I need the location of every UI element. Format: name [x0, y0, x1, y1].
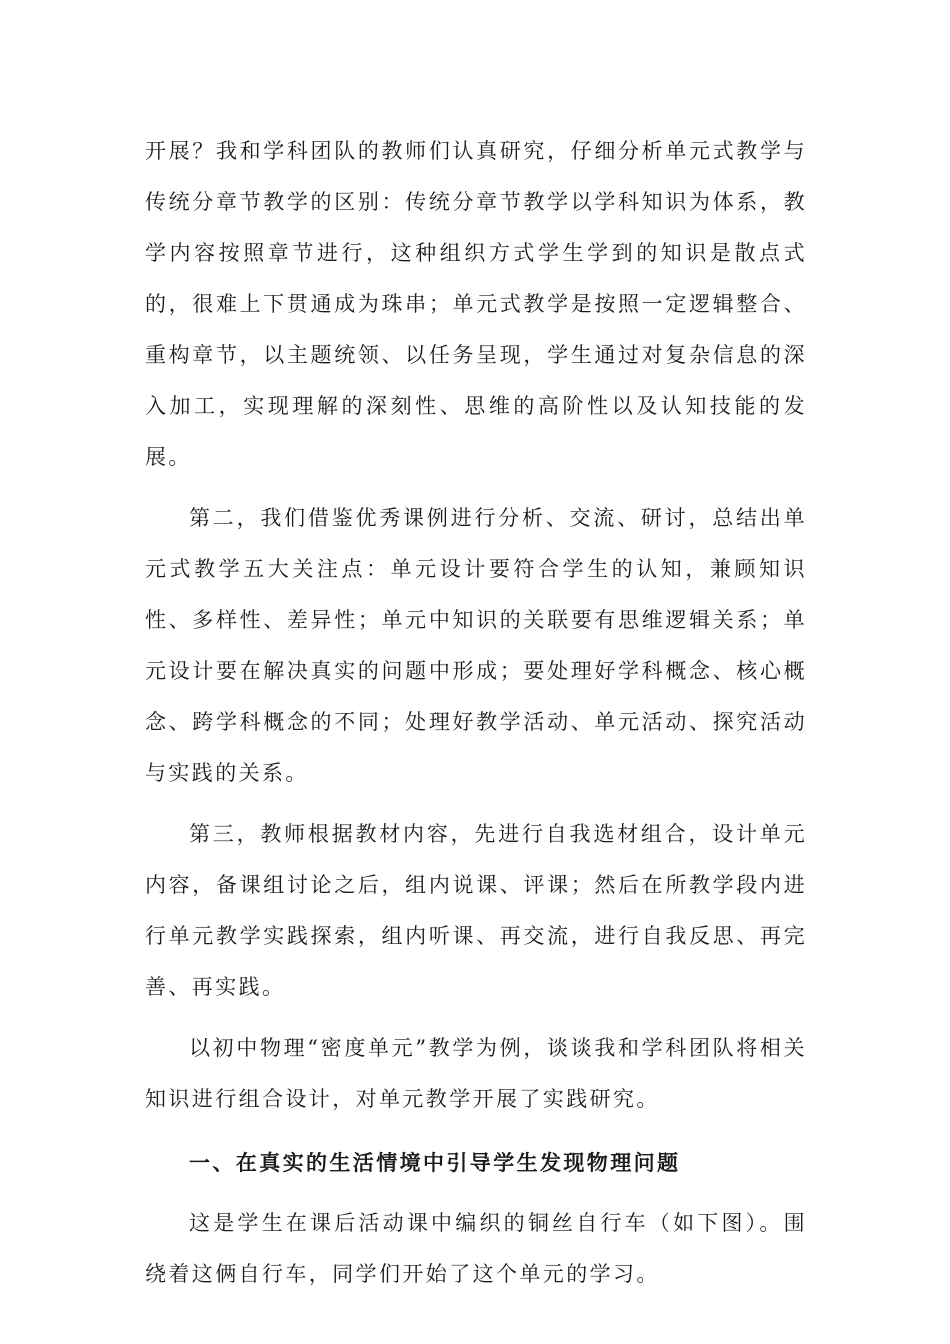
paragraph-second: 第二，我们借鉴优秀课例进行分析、交流、研讨，总结出单元式教学五大关注点：单元设计要符合学生的认知，兼顾知识性、多样性、差异性；单元中知识的关联要有思维逻辑关系；单元设计要在解决真实的问题中形成；要处理好学科概念、核心概念、跨学科概念的不同；处理好教学活动、单元活动、探究活动与实践的关系。	[145, 506, 807, 785]
paragraph-continuation: 开展？我和学科团队的教师们认真研究，仔细分析单元式教学与传统分章节教学的区别：传统分章节教学以学科知识为体系，教学内容按照章节进行，这种组织方式学生学到的知识是散点式的，很难上下贯通成为珠串；单元式教学是按照一定逻辑整合、重构章节，以主题统领、以任务呈现，学生通过对复杂信息的深入加工，实现理解的深刻性、思维的高阶性以及认知技能的发展。	[145, 139, 807, 469]
paragraph-bicycle: 这是学生在课后活动课中编织的铜丝自行车（如下图）。围绕着这俩自行车，同学们开始了这个单元的学习。	[145, 1211, 807, 1286]
document-body	[145, 126, 807, 1300]
paragraph-third: 第三，教师根据教材内容，先进行自我选材组合，设计单元内容，备课组讨论之后，组内说课、评课；然后在所教学段内进行单元教学实践探索，组内听课、再交流，进行自我反思、再完善、再实践。	[145, 822, 807, 999]
section-heading-1: 一、在真实的生活情境中引导学生发现物理问题	[189, 1150, 681, 1175]
paragraph-example-intro: 以初中物理“密度单元”教学为例，谈谈我和学科团队将相关知识进行组合设计，对单元教学开展了实践研究。	[145, 1036, 807, 1111]
